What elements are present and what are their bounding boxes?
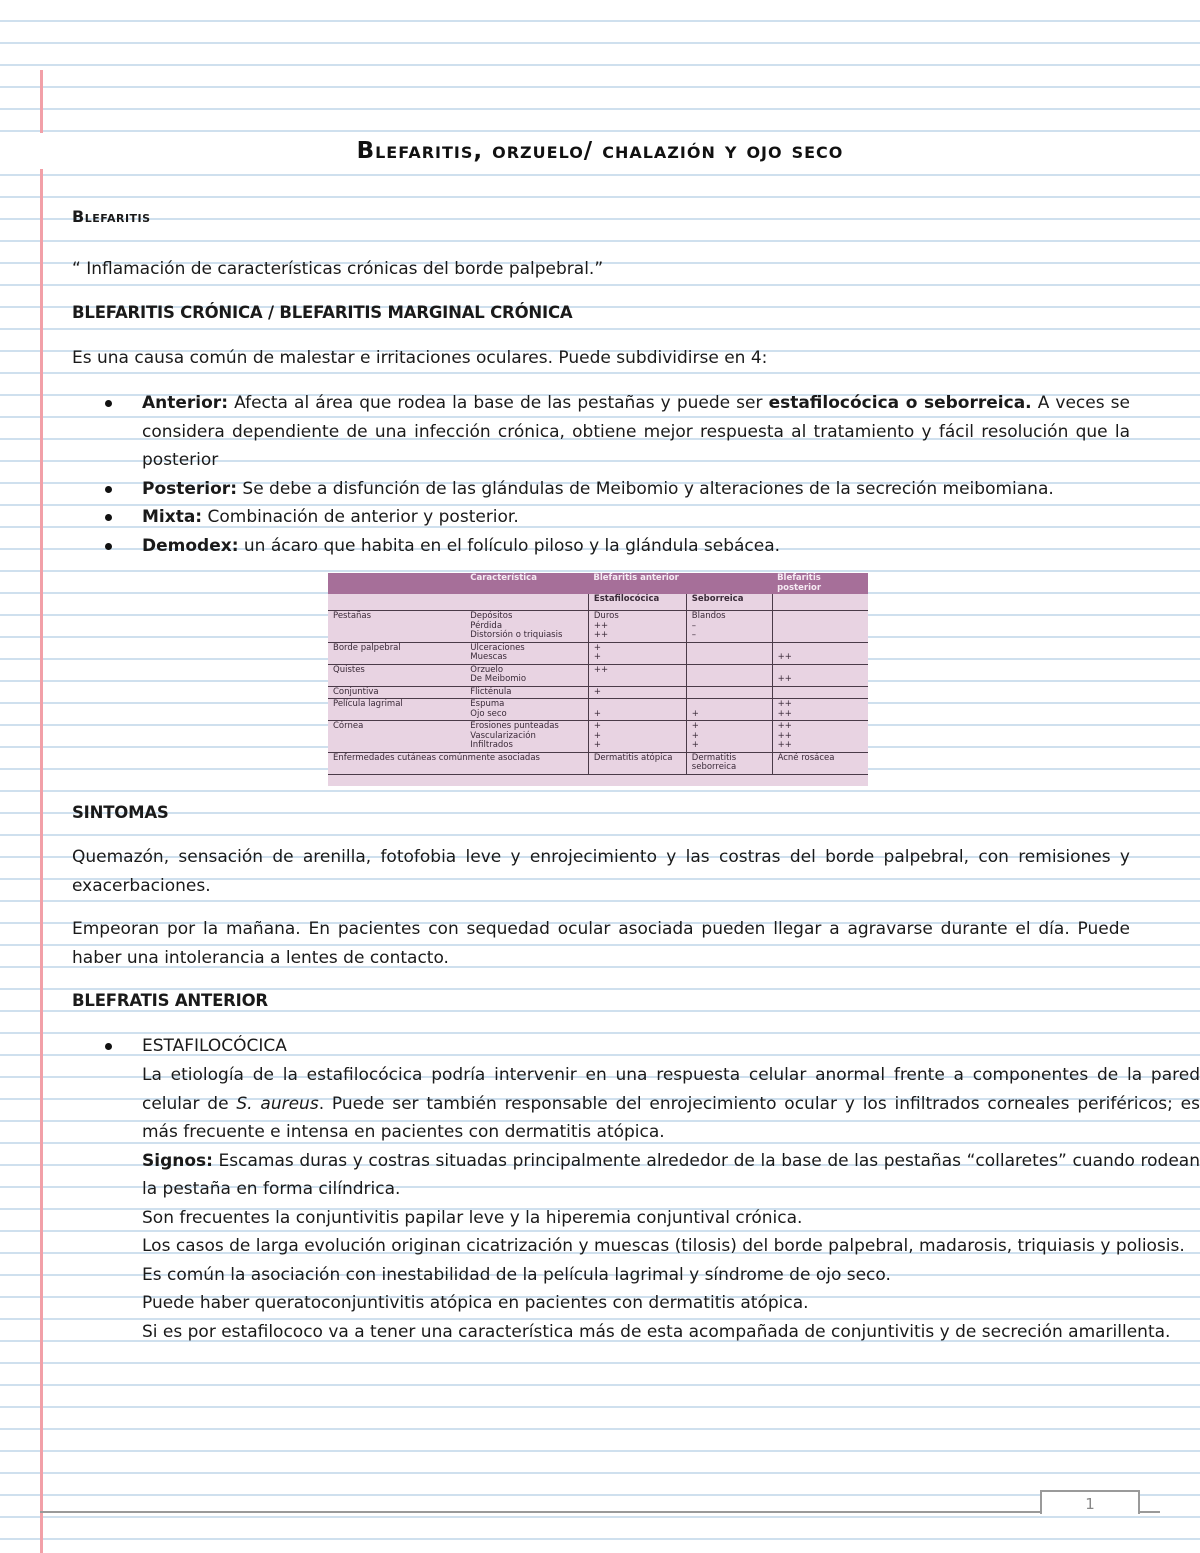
bullet-icon: [105, 543, 112, 550]
staph-paragraph-3: Son frecuentes la conjuntivitis papilar leve y la hiperemia conjuntival crónica.: [142, 1207, 803, 1228]
staph-etiology-text: La etiología de la estafilocócica podría intervenir en una respuesta celular anormal frente a componentes de la pared celular de: [142, 1065, 1200, 1114]
table-cell-items: Orzuelo De Meibomio: [465, 664, 588, 686]
table-cell-seb: Blandos – –: [686, 611, 772, 643]
staph-species: S. aureus: [236, 1093, 319, 1114]
staph-etiology-text-cont: . Puede ser también responsable del enrojecimiento ocular y los infiltrados corneales periféricos; es más frecuente e intensa en pacientes con dermatitis atópica.: [142, 1093, 1200, 1142]
type-text-cont: A veces se considera dependiente de una infección crónica, obtiene mejor respuesta al tratamiento y fácil resolución que la posterior: [142, 393, 1130, 470]
bullet-icon: [105, 514, 112, 521]
type-label: Anterior:: [142, 393, 228, 413]
type-label: Demodex:: [142, 535, 239, 556]
table-cell-staph: +: [588, 686, 686, 699]
signs-text: Escamas duras y costras situadas principalmente alrededor de la base de las pestañas “collaretes” cuando rodean la pestaña en forma cilíndrica.: [142, 1150, 1200, 1199]
list-item-posterior: [72, 475, 1130, 504]
staph-paragraph-6: Puede haber queratoconjuntivitis atópica en pacientes con dermatitis atópica.: [142, 1293, 809, 1313]
page-title: Blefaritis, orzuelo/ chalazión y ojo seco: [0, 133, 1200, 169]
table-row: [328, 611, 868, 643]
bullet-icon: [105, 1043, 112, 1050]
staph-details: [72, 1061, 1200, 1346]
table-cell-seb: +: [686, 699, 772, 721]
list-item-staphylococcal: [72, 1032, 1130, 1061]
list-item-demodex: [72, 532, 1130, 561]
clinical-features-table: [328, 573, 868, 775]
type-text: Combinación de anterior y posterior.: [202, 507, 519, 527]
table-cell-staph: + + +: [588, 721, 686, 753]
table-cell-seb: [686, 642, 772, 664]
table-cell-group: Película lagrimal: [328, 699, 465, 721]
table-cell-post: ++: [772, 664, 868, 686]
staph-label: ESTAFILOCÓCICA: [142, 1036, 287, 1056]
table-subheader-staph: Estafilocócica: [588, 594, 686, 611]
type-bold-text: estafilocócica o seborreica.: [768, 393, 1032, 413]
table-cell-group: Conjuntiva: [328, 686, 465, 699]
table-cell-group: Borde palpebral: [328, 642, 465, 664]
table-header-posterior: Blefaritis posterior: [772, 573, 868, 594]
table-cell-staph: ++: [588, 664, 686, 686]
blepharitis-types-list: [72, 389, 1130, 560]
table-cell-staph: + +: [588, 642, 686, 664]
table-row: [328, 664, 868, 686]
staph-paragraph-4: Los casos de larga evolución originan cicatrización y muescas (tilosis) del borde palpebral, madarosis, triquiasis y poliosis.: [142, 1236, 1185, 1256]
section-label: Blefaritis: [72, 207, 151, 226]
table-cell-group: Pestañas: [328, 611, 465, 643]
table-cell-staph: Dermatitis atópica: [588, 752, 686, 774]
table-cell-items: Flicténula: [465, 686, 588, 699]
table-row: [328, 699, 868, 721]
table-cell-group: Quistes: [328, 664, 465, 686]
table-row: [328, 686, 868, 699]
intro-paragraph: Es una causa común de malestar e irritaciones oculares. Puede subdividirse en 4:: [72, 348, 768, 368]
table-cell-post: ++ ++ ++: [772, 721, 868, 753]
table-header-feature: Característica: [465, 573, 588, 594]
table-cell-group: Enfermedades cutáneas comúnmente asociadas: [328, 752, 588, 774]
table-cell-seb: + + +: [686, 721, 772, 753]
table-cell-post: [772, 686, 868, 699]
type-label: Posterior:: [142, 478, 237, 499]
list-item-anterior: [72, 389, 1130, 475]
table-subheader-seb: Seborreica: [686, 594, 772, 611]
type-label: Mixta:: [142, 507, 203, 527]
table-cell-items: Erosiones punteadas Vascularización Infiltrados: [465, 721, 588, 753]
heading-symptoms: SINTOMAS: [72, 803, 169, 822]
heading-anterior-blepharitis: BLEFRATIS ANTERIOR: [72, 991, 268, 1010]
staph-signs: [142, 1147, 1200, 1204]
table-row: [328, 642, 868, 664]
signs-label: Signos:: [142, 1150, 213, 1171]
footer-divider: [40, 1511, 1160, 1513]
table-header-anterior: Blefaritis anterior: [588, 573, 772, 594]
table-cell-post: [772, 611, 868, 643]
table-cell-post: ++: [772, 642, 868, 664]
heading-chronic-blepharitis: BLEFARITIS CRÓNICA / BLEFARITIS MARGINAL CRÓNICA: [72, 303, 573, 322]
list-item-mixta: [72, 503, 1130, 532]
table-cell-seb: [686, 664, 772, 686]
table-cell-post: Acné rosácea: [772, 752, 868, 774]
type-text: Afecta al área que rodea la base de las pestañas y puede ser: [228, 393, 769, 413]
table-cell-items: Espuma Ojo seco: [465, 699, 588, 721]
definition-quote: “ Inflamación de características crónicas del borde palpebral.”: [72, 259, 604, 279]
table-cell-staph: +: [588, 699, 686, 721]
anterior-types-list: [72, 1032, 1130, 1061]
staph-paragraph-5: Es común la asociación con inestabilidad de la película lagrimal y síndrome de ojo seco.: [142, 1264, 891, 1285]
bullet-icon: [105, 400, 112, 407]
symptoms-paragraph-1: Quemazón, sensación de arenilla, fotofobia leve y enrojecimiento y las costras del borde palpebral, con remisiones y exacerbaciones.: [72, 847, 1130, 896]
table-cell-post: ++ ++: [772, 699, 868, 721]
type-text: un ácaro que habita en el folículo piloso y la glándula sebácea.: [238, 535, 781, 556]
type-text: Se debe a disfunción de las glándulas de Meibomio y alteraciones de la secreción meibomiana.: [237, 478, 1054, 499]
staph-paragraph-7: Si es por estafilococo va a tener una característica más de esta acompañada de conjuntivitis y de secreción amarillenta.: [142, 1321, 1171, 1342]
page-number: 1: [1085, 1495, 1095, 1513]
clinical-features-table-image: [328, 573, 868, 786]
bullet-icon: [105, 486, 112, 493]
table-cell-items: Ulceraciones Muescas: [465, 642, 588, 664]
table-cell-staph: Duros ++ ++: [588, 611, 686, 643]
table-cell-seb: Dermatitis seborreica: [686, 752, 772, 774]
staph-etiology: [142, 1061, 1200, 1147]
notebook-margin-line: [40, 70, 43, 1553]
symptoms-paragraph-2: Empeoran por la mañana. En pacientes con sequedad ocular asociada pueden llegar a agravarse durante el día. Puede haber una intolerancia a lentes de contacto.: [72, 919, 1130, 968]
table-cell-items: Depósitos Pérdida Distorsión o triquiasis: [465, 611, 588, 643]
table-cell-seb: [686, 686, 772, 699]
table-row: [328, 721, 868, 753]
table-cell-group: Córnea: [328, 721, 465, 753]
table-row: [328, 752, 868, 774]
